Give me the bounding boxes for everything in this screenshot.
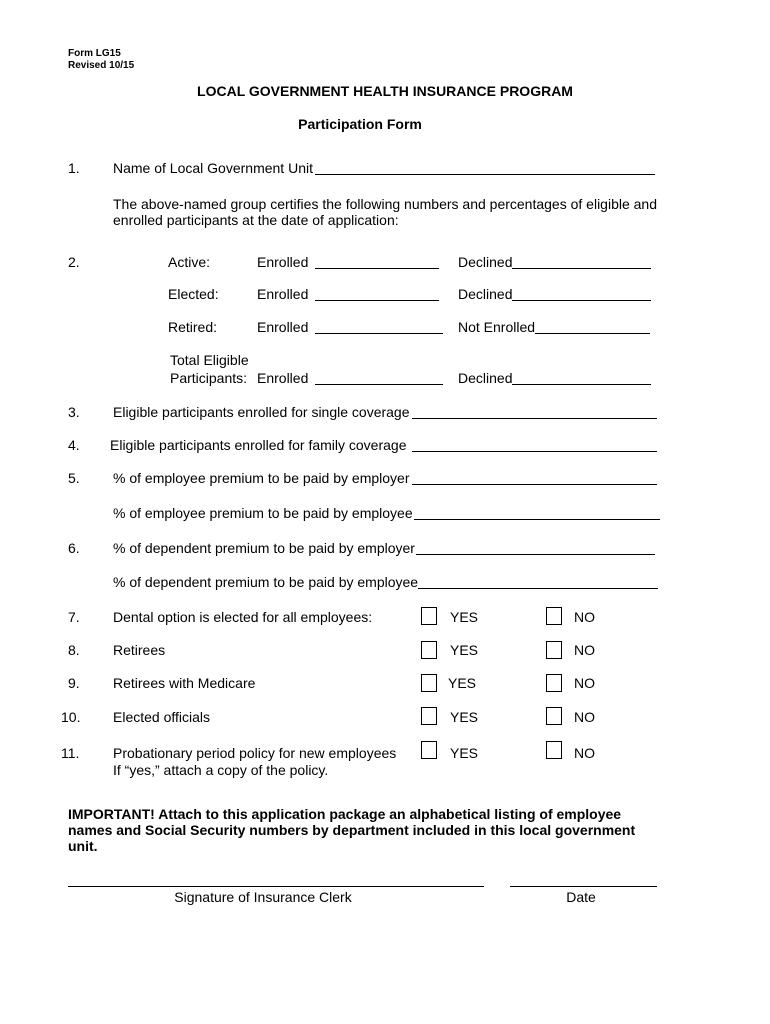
important-notice: IMPORTANT! Attach to this application package an alphabetical listing of employee names and Social Security numbers by department included in this local government unit.: [68, 806, 636, 854]
employee-premium-employee-field[interactable]: [414, 519, 660, 520]
retired-not-enrolled-label: Not Enrolled: [458, 319, 536, 335]
q10-label: Elected officials: [113, 709, 211, 725]
total-declined-field[interactable]: [512, 384, 651, 385]
active-label: Active:: [168, 254, 211, 270]
elected-declined-field[interactable]: [512, 300, 651, 301]
dependent-premium-employee-field[interactable]: [418, 588, 658, 589]
item-number-1: 1.: [68, 160, 80, 176]
page-title: LOCAL GOVERNMENT HEALTH INSURANCE PROGRAM: [197, 83, 573, 99]
form-id: Form LG15: [68, 48, 121, 59]
q6a-label: % of dependent premium to be paid by employer: [113, 540, 415, 556]
participants-label: Participants:: [170, 370, 248, 386]
total-enrolled-label: Enrolled: [257, 370, 309, 386]
q11-note: If “yes,” attach a copy of the policy.: [113, 762, 329, 778]
item-number-5: 5.: [68, 470, 80, 486]
dental-yes-checkbox[interactable]: [421, 607, 437, 625]
item-number-4: 4.: [68, 437, 80, 453]
item-number-6: 6.: [68, 540, 80, 556]
elected-officials-no-label: NO: [574, 709, 595, 725]
item-number-7: 7.: [68, 609, 80, 625]
retired-label: Retired:: [168, 319, 218, 335]
item-number-10: 10.: [61, 709, 81, 725]
active-declined-label: Declined: [458, 254, 513, 270]
elected-officials-yes-checkbox[interactable]: [421, 707, 437, 725]
item-number-2: 2.: [68, 254, 80, 270]
elected-officials-no-checkbox[interactable]: [546, 707, 562, 725]
single-coverage-field[interactable]: [412, 418, 657, 419]
revision-date: Revised 10/15: [68, 60, 135, 71]
dental-yes-label: YES: [450, 609, 479, 625]
item-number-11: 11.: [61, 745, 80, 761]
probation-yes-label: YES: [450, 745, 479, 761]
total-eligible-label: Total Eligible: [170, 352, 249, 368]
retired-enrolled-label: Enrolled: [257, 319, 309, 335]
medicare-no-label: NO: [574, 675, 595, 691]
active-enrolled-field[interactable]: [315, 268, 439, 269]
dental-no-checkbox[interactable]: [546, 607, 562, 625]
retired-enrolled-field[interactable]: [315, 333, 443, 334]
date-label: Date: [566, 889, 596, 905]
medicare-no-checkbox[interactable]: [546, 674, 562, 692]
retired-not-enrolled-field[interactable]: [535, 333, 650, 334]
medicare-yes-checkbox[interactable]: [421, 674, 437, 692]
elected-declined-label: Declined: [458, 286, 513, 302]
dental-no-label: NO: [574, 609, 595, 625]
q1-label: Name of Local Government Unit: [113, 160, 313, 176]
retirees-no-checkbox[interactable]: [546, 641, 562, 659]
active-enrolled-label: Enrolled: [257, 254, 309, 270]
elected-enrolled-field[interactable]: [315, 300, 439, 301]
q7-label: Dental option is elected for all employees:: [113, 609, 373, 625]
q4-label: Eligible participants enrolled for family coverage: [110, 437, 407, 453]
form-subtitle: Participation Form: [298, 116, 422, 132]
government-unit-name-field[interactable]: [315, 174, 655, 175]
q6b-label: % of dependent premium to be paid by employee: [113, 574, 419, 590]
item-number-3: 3.: [68, 404, 80, 420]
total-declined-label: Declined: [458, 370, 513, 386]
retirees-no-label: NO: [574, 642, 595, 658]
employee-premium-employer-field[interactable]: [412, 484, 657, 485]
clerk-signature-field[interactable]: [68, 886, 484, 887]
dependent-premium-employer-field[interactable]: [416, 554, 655, 555]
retirees-yes-checkbox[interactable]: [421, 641, 437, 659]
item-number-8: 8.: [68, 642, 80, 658]
probation-yes-checkbox[interactable]: [421, 741, 437, 759]
certification-text: The above-named group certifies the following numbers and percentages of eligible and enrolled participants at the date of application:: [113, 196, 658, 228]
q3-label: Eligible participants enrolled for single coverage: [113, 404, 410, 420]
probation-no-label: NO: [574, 745, 595, 761]
medicare-yes-label: YES: [448, 675, 477, 691]
date-field[interactable]: [510, 886, 657, 887]
q11-label: Probationary period policy for new employees: [113, 745, 397, 761]
retirees-yes-label: YES: [450, 642, 479, 658]
q5a-label: % of employee premium to be paid by employer: [113, 470, 410, 486]
total-enrolled-field[interactable]: [315, 384, 443, 385]
family-coverage-field[interactable]: [412, 451, 657, 452]
probation-no-checkbox[interactable]: [546, 741, 562, 759]
elected-enrolled-label: Enrolled: [257, 286, 309, 302]
clerk-signature-label: Signature of Insurance Clerk: [174, 889, 352, 905]
q8-label: Retirees: [113, 642, 166, 658]
item-number-9: 9.: [68, 675, 80, 691]
q9-label: Retirees with Medicare: [113, 675, 256, 691]
active-declined-field[interactable]: [512, 268, 651, 269]
elected-officials-yes-label: YES: [450, 709, 479, 725]
q5b-label: % of employee premium to be paid by employee: [113, 505, 413, 521]
elected-label: Elected:: [168, 286, 219, 302]
